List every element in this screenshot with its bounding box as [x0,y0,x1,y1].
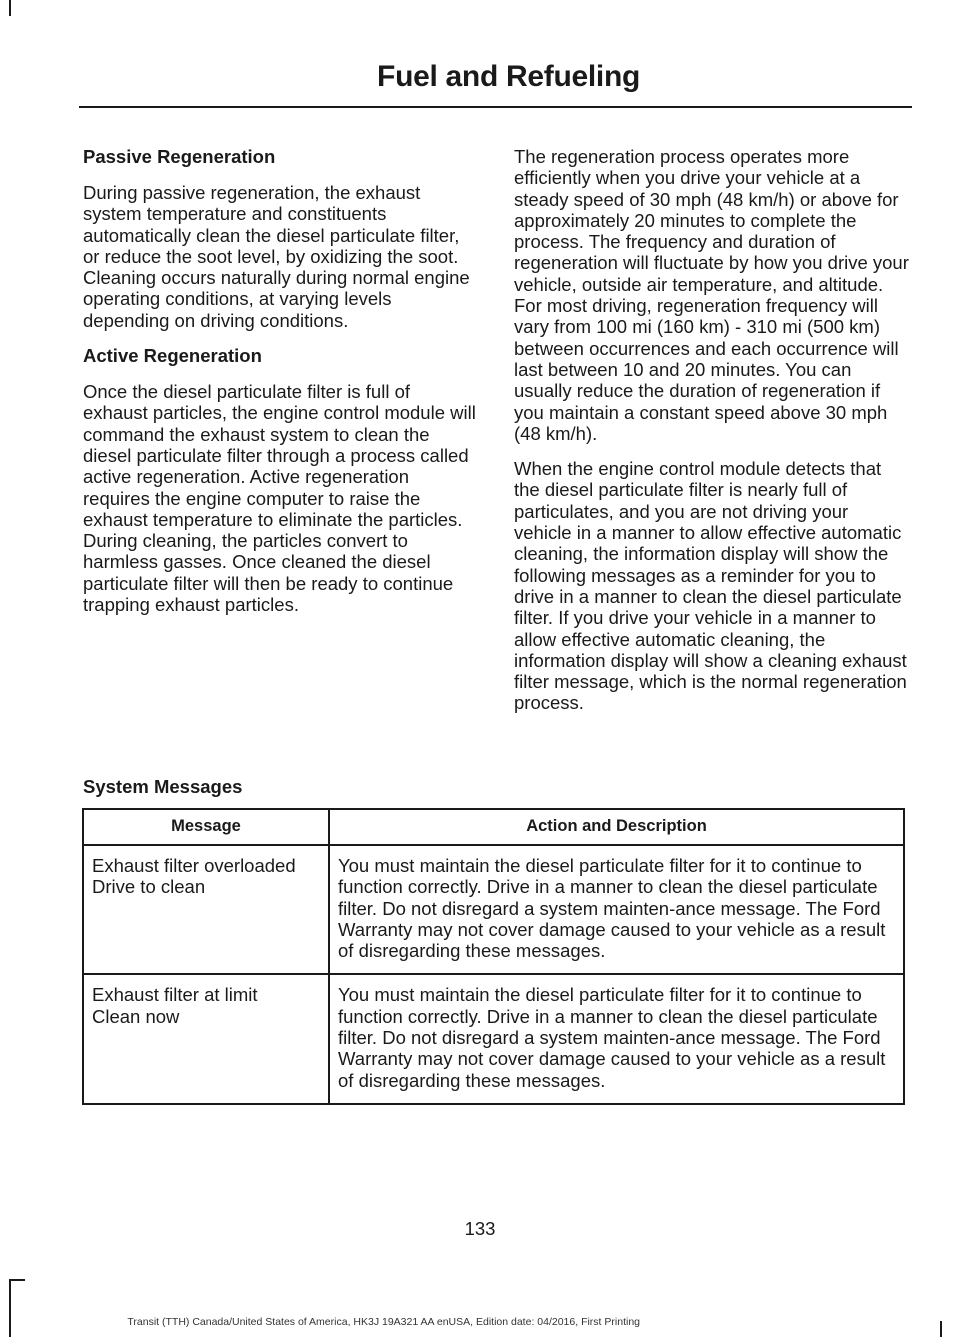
crop-mark-bottom-left-vertical [9,1281,11,1337]
passive-regeneration-heading: Passive Regeneration [83,146,276,167]
crop-mark-top-left [9,0,11,16]
page-title: Fuel and Refueling [377,60,640,93]
active-regeneration-heading: Active Regeneration [83,345,262,367]
system-messages-table [82,808,905,1105]
message-line: Drive to clean [92,876,206,898]
edition-note: Transit (TTH) Canada/United States of America, HK3J 19A321 AA enUSA, Edition date: 04/2016, First Printing [127,1316,640,1328]
crop-mark-bottom-right [940,1321,942,1337]
column-header-action: Action and Description [329,809,904,845]
right-column [514,146,909,728]
system-messages-heading: System Messages [83,776,243,797]
table-header-row [83,809,904,845]
passive-regeneration-text: During passive regeneration, the exhaust system temperature and constituents automatically clean the diesel particulate filter, or reduce the soot level, by oxidizing the soot. Cleaning occurs naturally during normal engine operating conditions, at varying levels depending on driving conditions. [83,182,470,331]
description-cell: You must maintain the diesel particulate filter for it to continue to function correctly. Drive in a manner to clean the diesel particulate filter. Do not disregard a system mainten-ance message. The Ford Warranty may not cover damage caused to your vehicle as a result of disregarding these messages. [329,974,904,1103]
message-line: Clean now [92,1005,180,1027]
description-cell: You must maintain the diesel particulate filter for it to continue to function correctly. Drive in a manner to clean the diesel particulate filter. Do not disregard a system mainten-ance message. The Ford Warranty may not cover damage caused to your vehicle as a result of disregarding these messages. [329,845,904,974]
table-row [83,845,904,974]
left-column [83,146,478,629]
header-rule [79,106,912,108]
message-line: Exhaust filter at limit [92,984,258,1006]
crop-mark-bottom-left-horizontal [9,1279,25,1281]
message-line: Exhaust filter overloaded [92,855,296,876]
message-cell [83,845,329,974]
control-module-text: When the engine control module detects that the diesel particulate filter is nearly full of particulates, and you are not driving your vehicle in a manner to allow effective automatic cleaning, the information display will show the following messages as a reminder for you to drive in a manner to clean the diesel particulate filter. If you drive your vehicle in a manner to allow effective automatic cleaning, the information display will show a cleaning exhaust filter message, which is the normal regeneration process. [514,458,907,714]
active-regeneration-text: Once the diesel particulate filter is full of exhaust particles, the engine control module will command the exhaust system to clean the diesel particulate filter through a process called active regeneration. Active regeneration requires the engine computer to raise the exhaust temperature to eliminate the particles. During cleaning, the particles convert to harmless gasses. Once cleaned the diesel particulate filter will then be ready to continue trapping exhaust particles. [83,381,476,616]
regeneration-process-text: The regeneration process operates more efficiently when you drive your vehicle at a steady speed of 30 mph (48 km/h) or above for approximately 20 minutes to complete the process. The frequency and duration of regeneration will fluctuate by how you drive your vehicle, outside air temperature, and altitude. For most driving, regeneration frequency will vary from 100 mi (160 km) - 310 mi (500 km) between occurrences and each occurrence will last between 10 and 20 minutes. You can usually reduce the duration of regeneration if you maintain a constant speed above 30 mph (48 km/h). [514,146,909,444]
message-cell [83,974,329,1103]
column-header-message: Message [83,809,329,845]
page-number: 133 [464,1218,496,1239]
table-row [83,974,904,1103]
